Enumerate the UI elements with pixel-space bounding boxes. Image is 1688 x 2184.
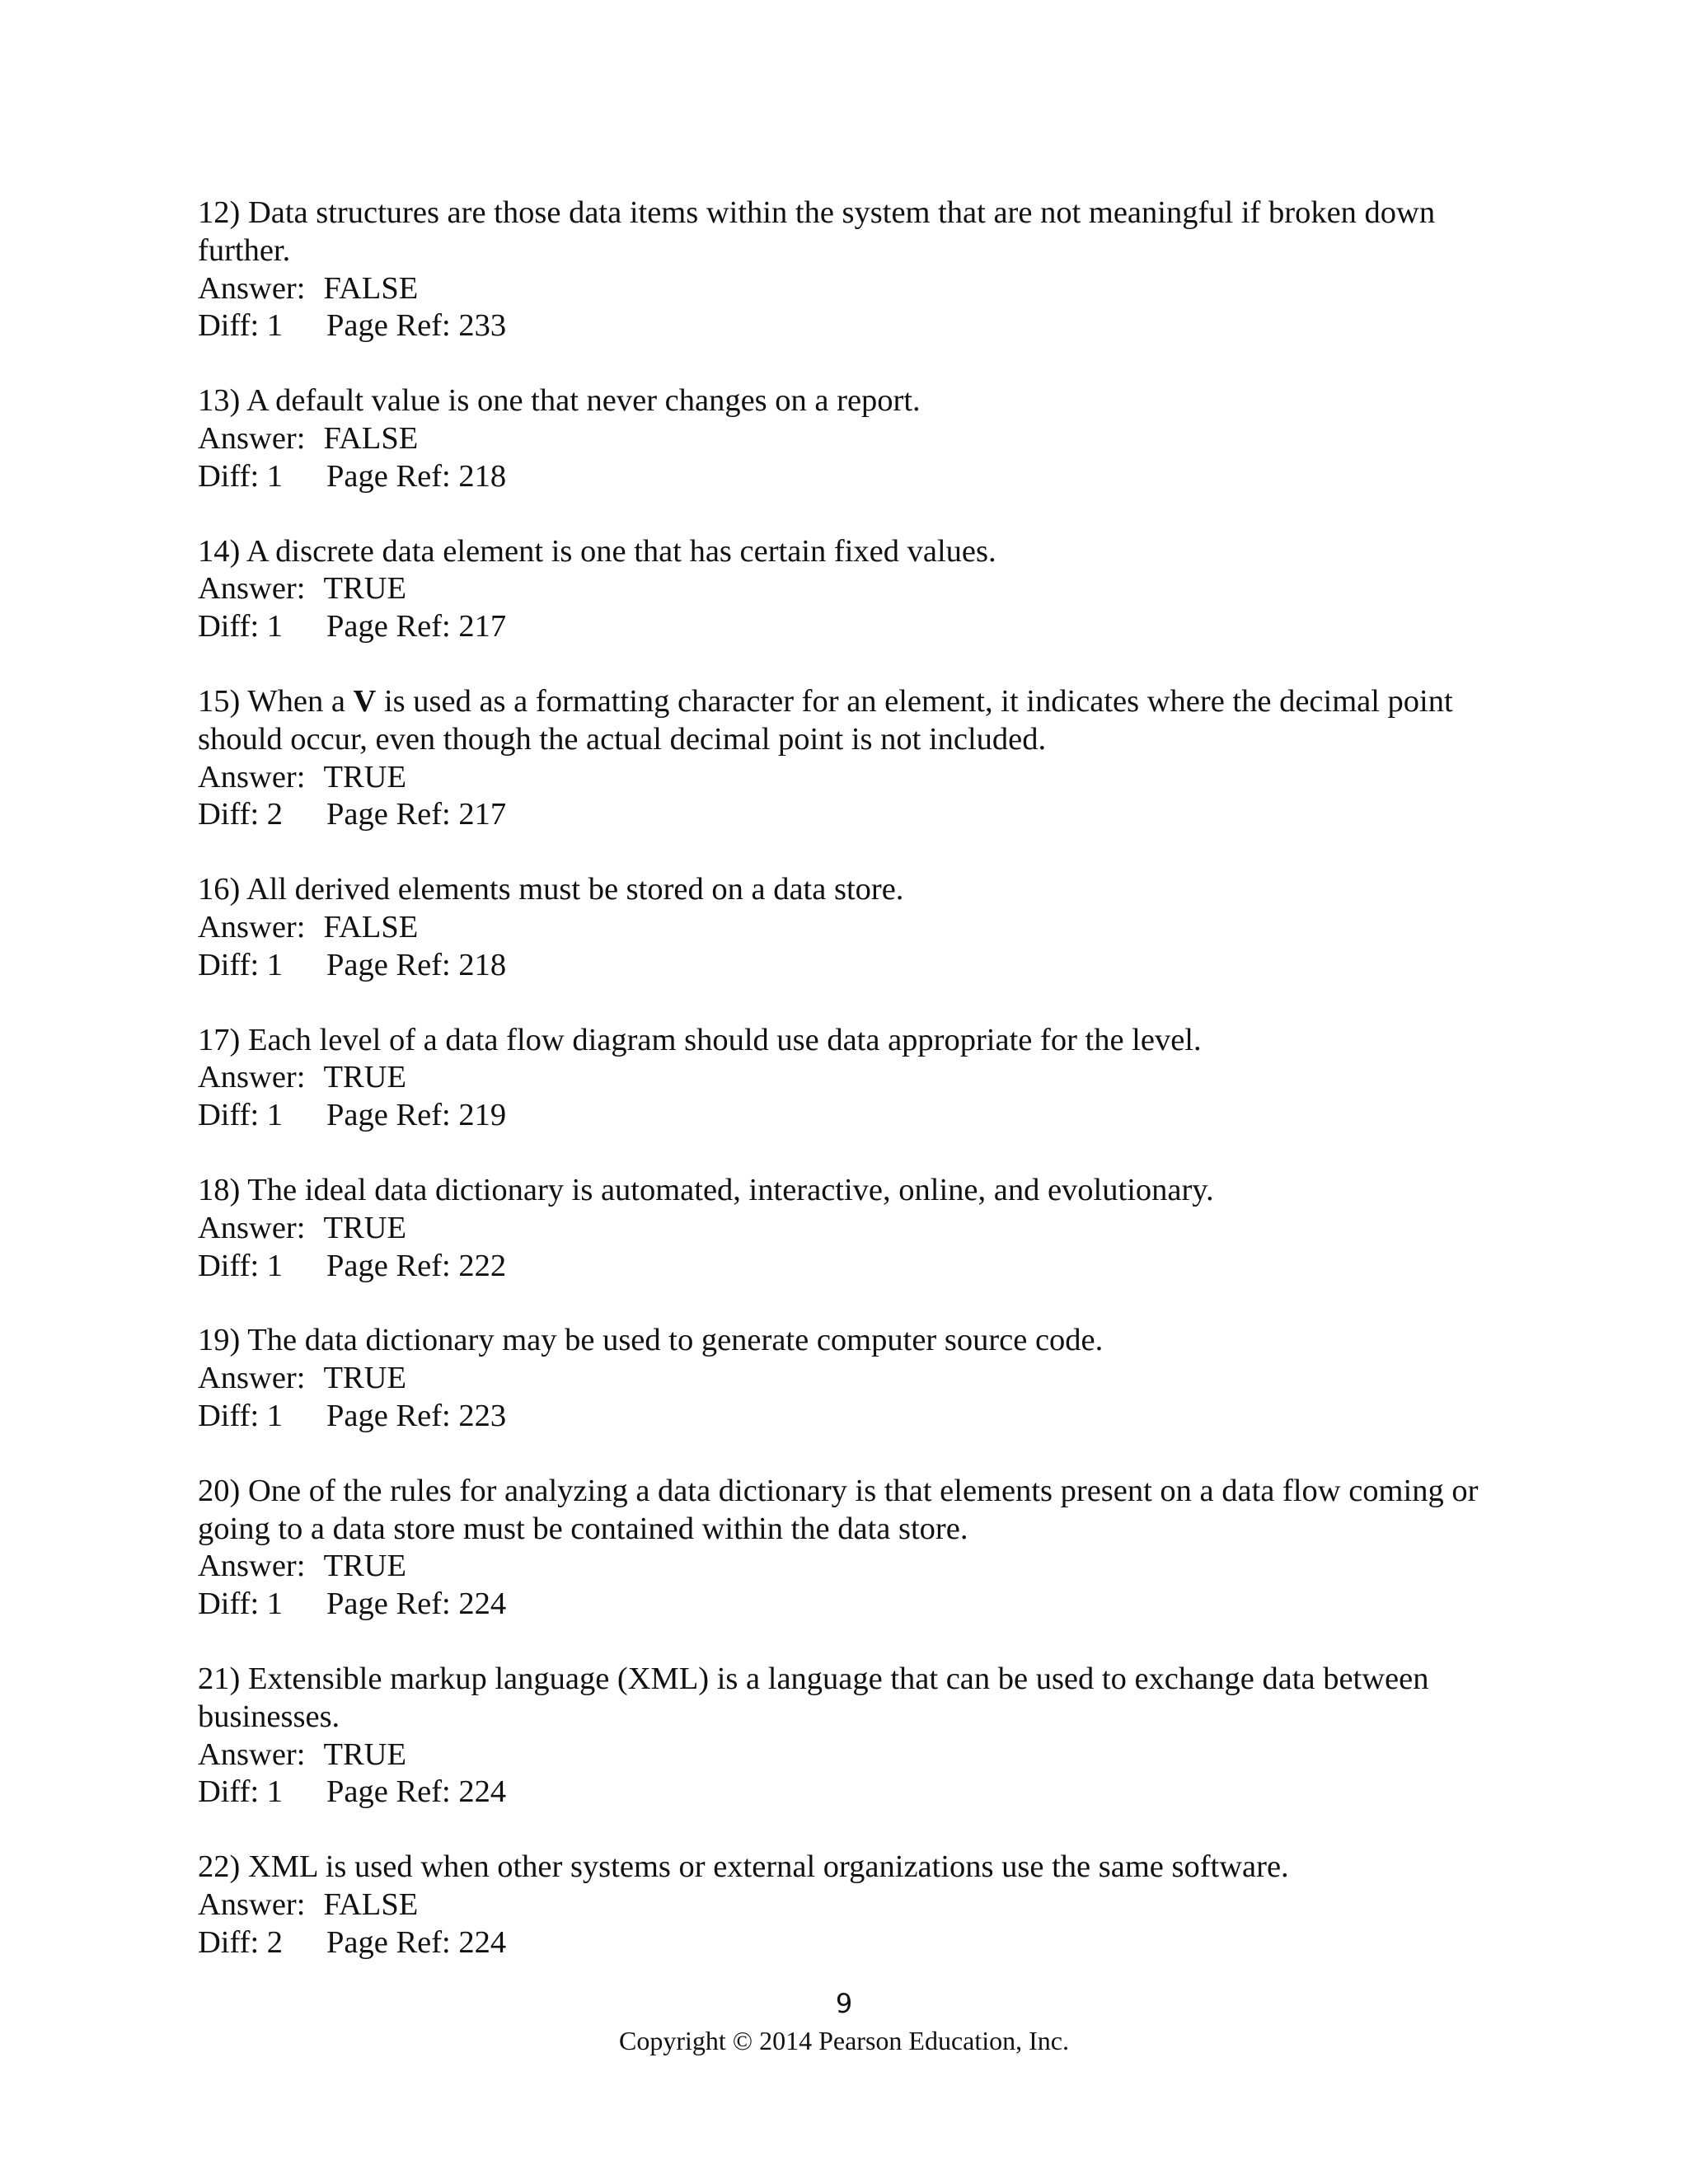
difficulty: Diff: 1 bbox=[198, 947, 284, 982]
question-text-bold: V bbox=[353, 683, 377, 719]
page-ref: Page Ref: 233 bbox=[326, 308, 507, 344]
meta-line bbox=[198, 1586, 1500, 1624]
difficulty: Diff: 1 bbox=[198, 1248, 284, 1283]
question-item bbox=[198, 871, 1500, 984]
page-number: 9 bbox=[835, 1988, 853, 2019]
question-stem bbox=[198, 871, 1500, 909]
difficulty: Diff: 1 bbox=[198, 308, 284, 344]
answer-value: TRUE bbox=[323, 1736, 406, 1772]
question-text-before: When a bbox=[247, 683, 345, 719]
page-ref: Page Ref: 217 bbox=[326, 609, 507, 644]
question-item bbox=[198, 1473, 1500, 1624]
question-number: 14) bbox=[198, 533, 241, 569]
answer-label: Answer: bbox=[198, 1210, 306, 1245]
question-item bbox=[198, 1172, 1500, 1285]
page-ref: Page Ref: 223 bbox=[326, 1398, 507, 1433]
meta-line bbox=[198, 458, 1500, 496]
meta-line bbox=[198, 608, 1500, 646]
answer-value: TRUE bbox=[323, 1549, 406, 1584]
question-item bbox=[198, 683, 1500, 834]
question-number: 22) bbox=[198, 1849, 241, 1885]
question-number: 12) bbox=[198, 195, 241, 230]
question-number: 18) bbox=[198, 1172, 241, 1207]
answer-value: FALSE bbox=[323, 909, 419, 944]
question-stem bbox=[198, 1661, 1500, 1736]
question-number: 15) bbox=[198, 683, 241, 719]
question-text: The data dictionary may be used to generate computer source code. bbox=[247, 1323, 1104, 1358]
question-text: A discrete data element is one that has certain fixed values. bbox=[246, 533, 996, 569]
answer-label: Answer: bbox=[198, 1886, 306, 1922]
answer-label: Answer: bbox=[198, 759, 306, 794]
answer-label: Answer: bbox=[198, 1549, 306, 1584]
question-text: A default value is one that never changes on a report. bbox=[246, 383, 921, 419]
difficulty: Diff: 1 bbox=[198, 1398, 284, 1433]
answer-line bbox=[198, 420, 1500, 458]
answer-label: Answer: bbox=[198, 1060, 306, 1095]
answer-line bbox=[198, 1059, 1500, 1097]
difficulty: Diff: 2 bbox=[198, 1924, 284, 1960]
answer-value: FALSE bbox=[323, 270, 419, 306]
copyright-notice: Copyright © 2014 Pearson Education, Inc. bbox=[619, 2026, 1069, 2055]
question-text: All derived elements must be stored on a data store. bbox=[246, 872, 904, 907]
question-text: XML is used when other systems or external organizations use the same software. bbox=[247, 1849, 1289, 1885]
answer-value: TRUE bbox=[323, 1060, 406, 1095]
answer-line bbox=[198, 270, 1500, 308]
question-text: The ideal data dictionary is automated, interactive, online, and evolutionary. bbox=[247, 1172, 1214, 1207]
question-text-after: is used as a formatting character for an element, it indicates where the decimal point should occur, even though the actual decimal point is not included. bbox=[198, 683, 1453, 757]
difficulty: Diff: 1 bbox=[198, 609, 284, 644]
meta-line bbox=[198, 947, 1500, 985]
page-ref: Page Ref: 224 bbox=[326, 1924, 507, 1960]
answer-line bbox=[198, 1210, 1500, 1248]
meta-line bbox=[198, 1097, 1500, 1135]
difficulty: Diff: 1 bbox=[198, 1586, 284, 1622]
question-stem bbox=[198, 533, 1500, 571]
question-number: 13) bbox=[198, 383, 241, 419]
page-ref: Page Ref: 217 bbox=[326, 797, 507, 832]
question-number: 19) bbox=[198, 1323, 241, 1358]
question-item bbox=[198, 1022, 1500, 1135]
difficulty: Diff: 1 bbox=[198, 1774, 284, 1810]
question-number: 20) bbox=[198, 1473, 241, 1508]
answer-value: TRUE bbox=[323, 571, 406, 607]
question-item bbox=[198, 533, 1500, 646]
question-number: 21) bbox=[198, 1661, 241, 1696]
answer-line bbox=[198, 1548, 1500, 1586]
meta-line bbox=[198, 796, 1500, 834]
answer-label: Answer: bbox=[198, 420, 306, 456]
question-number: 16) bbox=[198, 872, 241, 907]
question-stem bbox=[198, 683, 1500, 759]
question-text: Each level of a data flow diagram should use data appropriate for the level. bbox=[247, 1022, 1202, 1057]
answer-line bbox=[198, 759, 1500, 797]
question-item bbox=[198, 1322, 1500, 1435]
page-ref: Page Ref: 224 bbox=[326, 1586, 507, 1622]
answer-line bbox=[198, 570, 1500, 608]
difficulty: Diff: 1 bbox=[198, 1098, 284, 1133]
question-stem bbox=[198, 1322, 1500, 1360]
question-stem bbox=[198, 1849, 1500, 1886]
question-item bbox=[198, 1849, 1500, 1961]
question-item bbox=[198, 382, 1500, 495]
question-stem bbox=[198, 1022, 1500, 1060]
page-ref: Page Ref: 218 bbox=[326, 458, 507, 494]
meta-line bbox=[198, 1248, 1500, 1286]
question-stem bbox=[198, 194, 1500, 270]
meta-line bbox=[198, 1924, 1500, 1962]
page-ref: Page Ref: 224 bbox=[326, 1774, 507, 1810]
answer-value: TRUE bbox=[323, 1210, 406, 1245]
answer-value: FALSE bbox=[323, 420, 419, 456]
meta-line bbox=[198, 307, 1500, 345]
question-item bbox=[198, 194, 1500, 345]
answer-line bbox=[198, 909, 1500, 947]
question-text: Extensible markup language (XML) is a language that can be used to exchange data between businesses. bbox=[198, 1661, 1429, 1734]
question-stem bbox=[198, 382, 1500, 420]
meta-line bbox=[198, 1774, 1500, 1811]
answer-label: Answer: bbox=[198, 571, 306, 607]
answer-label: Answer: bbox=[198, 270, 306, 306]
page-ref: Page Ref: 218 bbox=[326, 947, 507, 982]
difficulty: Diff: 1 bbox=[198, 458, 284, 494]
answer-line bbox=[198, 1736, 1500, 1774]
question-stem bbox=[198, 1172, 1500, 1210]
answer-label: Answer: bbox=[198, 909, 306, 944]
answer-line bbox=[198, 1360, 1500, 1398]
answer-label: Answer: bbox=[198, 1736, 306, 1772]
question-number: 17) bbox=[198, 1022, 241, 1057]
answer-line bbox=[198, 1886, 1500, 1924]
question-list bbox=[198, 194, 1500, 1999]
question-text: Data structures are those data items within the system that are not meaningful if broken down further. bbox=[198, 195, 1436, 268]
answer-value: TRUE bbox=[323, 759, 406, 794]
question-text: One of the rules for analyzing a data dictionary is that elements present on a data flow coming or going to a data store must be contained within the data store. bbox=[198, 1473, 1479, 1546]
answer-value: TRUE bbox=[323, 1361, 406, 1396]
question-stem bbox=[198, 1473, 1500, 1549]
answer-value: FALSE bbox=[323, 1886, 419, 1922]
meta-line bbox=[198, 1398, 1500, 1436]
answer-label: Answer: bbox=[198, 1361, 306, 1396]
page-ref: Page Ref: 222 bbox=[326, 1248, 507, 1283]
difficulty: Diff: 2 bbox=[198, 797, 284, 832]
page-ref: Page Ref: 219 bbox=[326, 1098, 507, 1133]
question-item bbox=[198, 1661, 1500, 1811]
